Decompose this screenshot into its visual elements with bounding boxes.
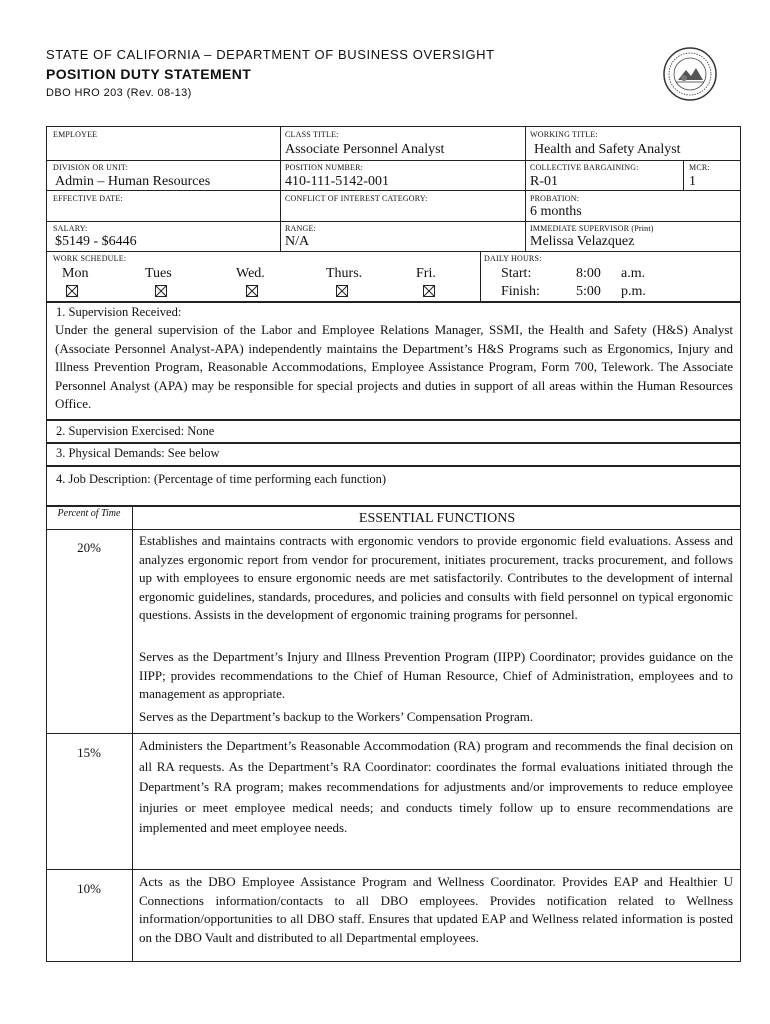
function-text: Serves as the Department’s Injury and Illness Prevention Program (IIPP) Coordinator; provides guidance on the IIPP; provides recommendations to the Chief of Human Resource, Chief of Administration, employees and to management as appropriate. [139,649,733,701]
function-text: Establishes and maintains contracts with ergonomic vendors to provide ergonomic field evaluations. Assess and analyzes ergonomic report from vendor for procurement, initiates procurement, tracks procurement, and follows up with employees to ensure ergonomic needs are met satisfactorily. Contributes to the development of internal ergonomic guidelines, standards, procedures, and policies and consults with field personnel on typical ergonomic questions. Assists in the development of ergonomic training programs for personnel. [139,533,733,622]
essential-functions-header: ESSENTIAL FUNCTIONS [358,511,516,526]
day-thurs: Thurs. [326,266,363,281]
mcr-label: MCR: [689,163,710,172]
day-mon: Mon [62,266,89,281]
probation-label: PROBATION: [530,194,580,203]
day-fri: Fri. [416,266,436,281]
supervision-received-text: Under the general supervision of the Labor and Employee Relations Manager, SSMI, the Health and Safety (H&S) Analyst (Associate Personnel Analyst-APA) independently maintains the Department’s H&S Programs such as Ergonomics, Injury and Illness Prevention Program, Reasonable Accommodations, Employee Assistance Program, Form 700, Telework. The Associate Personnel Analyst (APA) may be responsible for special projects and duties in support of all areas within the Human Resources Office. [55,322,733,411]
percent-of-time-header: Percent of Time [57,508,121,519]
row-percent: 20% [77,540,101,555]
document-title: POSITION DUTY STATEMENT [46,66,252,82]
conflict-category-label: CONFLICT OF INTEREST CATEGORY: [285,194,428,203]
supervisor-value: Melissa Velazquez [530,234,635,249]
checkbox-wed[interactable] [246,285,258,297]
checkbox-fri[interactable] [423,285,435,297]
mcr-value: 1 [689,174,696,189]
row-percent: 10% [77,881,101,896]
class-title-label: CLASS TITLE: [285,130,339,139]
start-ampm: a.m. [621,266,646,281]
form-id: DBO HRO 203 (Rev. 08-13) [46,87,192,99]
physical-demands-text: 3. Physical Demands: See below [56,446,220,460]
division-value: Admin – Human Resources [55,174,211,189]
employee-label: EMPLOYEE [53,130,98,139]
function-text: Acts as the DBO Employee Assistance Program and Wellness Coordinator. Provides EAP and Healthier U Connections information/contacts to all DBO employees. Provides notification related to Wellness information/opportunities to all DBO staff. Ensures that updated EAP and Wellness related information is posted on the DBO Vault and distributed to all Departmental employees. [139,874,733,945]
row-percent: 15% [77,745,101,760]
class-title-value: Associate Personnel Analyst [285,142,445,157]
effective-date-label: EFFECTIVE DATE: [53,194,123,203]
finish-ampm: p.m. [621,284,646,299]
finish-time: 5:00 [576,284,601,299]
supervision-exercised-text: 2. Supervision Exercised: None [56,424,215,438]
checkbox-tues[interactable] [155,285,167,297]
range-label: RANGE: [285,224,316,233]
function-text: Serves as the Department’s backup to the Workers’ Compensation Program. [139,709,534,724]
start-time: 8:00 [576,266,601,281]
state-seal-icon [662,46,718,102]
finish-label: Finish: [501,284,540,299]
daily-hours-label: DAILY HOURS: [484,254,542,263]
supervision-received-title: 1. Supervision Received: [56,305,182,319]
position-number-value: 410-111-5142-001 [285,174,389,189]
working-title-value: Health and Safety Analyst [534,142,681,157]
salary-value: $5149 - $6446 [55,234,137,249]
probation-value: 6 months [530,204,582,219]
supervisor-label: IMMEDIATE SUPERVISOR (Print) [530,224,654,233]
range-value: N/A [285,234,310,249]
bargaining-value: R-01 [530,174,558,189]
division-label: DIVISION OR UNIT: [53,163,128,172]
start-label: Start: [501,266,532,281]
job-description-title: 4. Job Description: (Percentage of time performing each function) [56,472,387,486]
working-title-label: WORKING TITLE: [530,130,598,139]
position-number-label: POSITION NUMBER: [285,163,364,172]
checkbox-thurs[interactable] [336,285,348,297]
function-text: Administers the Department’s Reasonable Accommodation (RA) program and recommends the final decision on all RA requests. As the Department’s RA Coordinator: coordinates the formal evaluations initiated through the Department’s RA program; makes recommendations for adjustments and/or improvements to reduce employee injuries or meet employee medical needs; and conducts timely follow up to ensure recommendations are implemented and meet employee needs. [139,738,733,835]
day-tues: Tues [145,266,172,281]
day-wed: Wed. [236,266,265,281]
work-schedule-label: WORK SCHEDULE: [53,254,127,263]
bargaining-label: COLLECTIVE BARGAINING: [530,163,639,172]
agency-heading: STATE OF CALIFORNIA – DEPARTMENT OF BUSINESS OVERSIGHT [46,47,495,62]
checkbox-mon[interactable] [66,285,78,297]
salary-label: SALARY: [53,224,88,233]
